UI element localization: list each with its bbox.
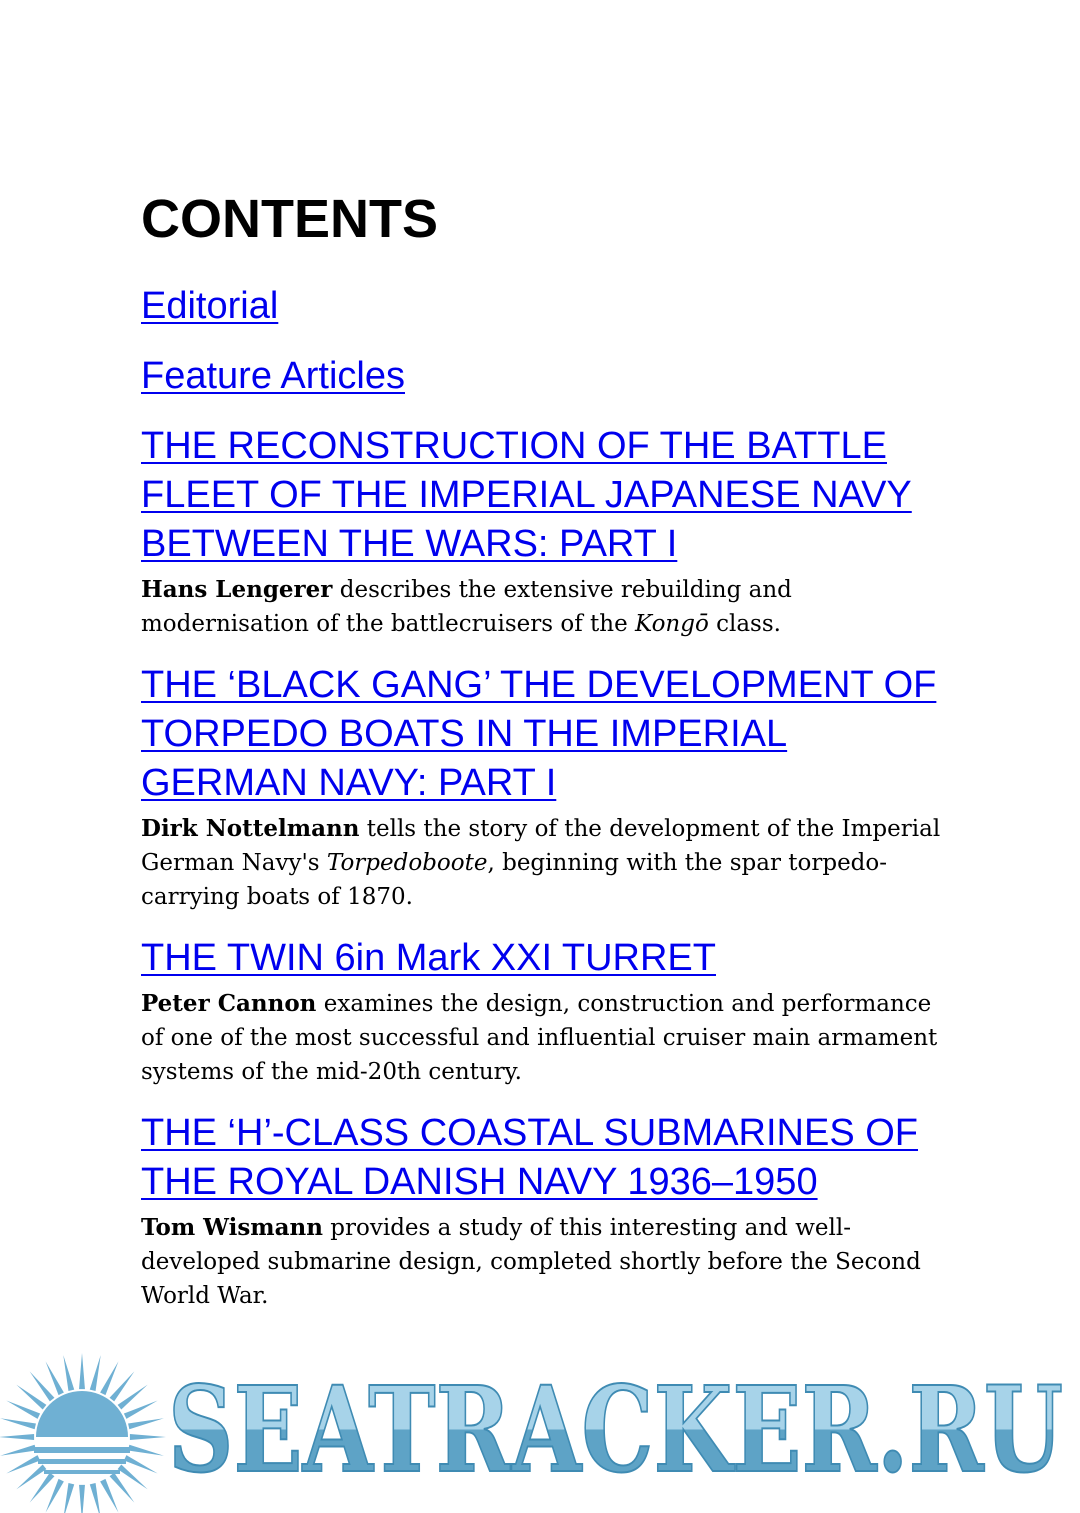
sun-ray	[6, 1455, 40, 1473]
sun-ray	[0, 1434, 34, 1440]
table-of-contents	[141, 282, 941, 1313]
sun-ray	[124, 1401, 158, 1419]
wordmark-text: SEATRACKER.RU	[168, 1375, 1063, 1485]
article-title-link[interactable]: THE ‘BLACK GANG’ THE DEVELOPMENT OF TORPEDO BOATS IN THE IMPERIAL GERMAN NAVY: PART I	[141, 664, 937, 804]
sun-ray	[100, 1479, 118, 1513]
article-entry	[141, 422, 941, 641]
sun-ray	[128, 1418, 164, 1429]
article-author: Hans Lengerer	[141, 576, 333, 603]
article-title-link[interactable]: THE RECONSTRUCTION OF THE BATTLE FLEET OF THE IMPERIAL JAPANESE NAVY BETWEEN THE WARS: PART I	[141, 425, 912, 565]
summary-text: describes the extensive rebuilding and modernisation of the battlecruisers of the	[141, 577, 792, 637]
summary-text-end: , beginning with the spar torpedo-carrying boats of 1870.	[141, 850, 888, 910]
article-author: Peter Cannon	[141, 990, 317, 1017]
sun-ray	[79, 1353, 85, 1389]
sun-ray	[46, 1361, 64, 1395]
sun-ray	[100, 1361, 118, 1395]
summary-text: examines the design, construction and performance of one of the most successful and influential cruiser main armament systems of the mid-20th century.	[141, 991, 938, 1085]
feature-articles-link[interactable]: Feature Articles	[141, 355, 405, 397]
summary-text: tells the story of the development of the Imperial German Navy's	[141, 816, 941, 876]
sun-ray	[90, 1355, 101, 1391]
article-entry	[141, 1109, 941, 1313]
sun-ray	[79, 1485, 85, 1513]
summary-emphasis: Torpedoboote	[326, 850, 488, 876]
article-entry	[141, 934, 941, 1089]
sun-ray	[6, 1401, 40, 1419]
article-title-link[interactable]: THE ‘H’-CLASS COASTAL SUBMARINES OF THE ROYAL DANISH NAVY 1936–1950	[141, 1112, 919, 1203]
sun-ray	[90, 1483, 101, 1513]
article-author: Dirk Nottelmann	[141, 815, 360, 842]
sun-icon	[0, 1345, 168, 1513]
article-entry	[141, 661, 941, 914]
sun-ray	[46, 1479, 64, 1513]
sun-ray	[63, 1483, 74, 1513]
summary-emphasis: Kongō	[635, 611, 709, 637]
article-author: Tom Wismann	[141, 1214, 323, 1241]
sun-ray	[0, 1445, 36, 1456]
article-title-link[interactable]: THE TWIN 6in Mark XXI TURRET	[141, 937, 716, 979]
sun-ray	[124, 1455, 158, 1473]
site-wordmark	[168, 1375, 1068, 1485]
sun-ray	[130, 1434, 166, 1440]
watermark-banner	[0, 1345, 1080, 1513]
article-summary	[141, 987, 941, 1089]
article-summary	[141, 812, 941, 914]
sun-ray	[0, 1418, 36, 1429]
article-summary	[141, 1211, 941, 1313]
page-title: CONTENTS	[141, 189, 438, 249]
summary-text-end: class.	[708, 611, 781, 637]
sun-ray	[63, 1355, 74, 1391]
editorial-link[interactable]: Editorial	[141, 285, 279, 327]
sun-ray	[128, 1445, 164, 1456]
article-summary	[141, 573, 941, 641]
summary-text: provides a study of this interesting and well-developed submarine design, completed shortly before the Second World War.	[141, 1215, 921, 1309]
